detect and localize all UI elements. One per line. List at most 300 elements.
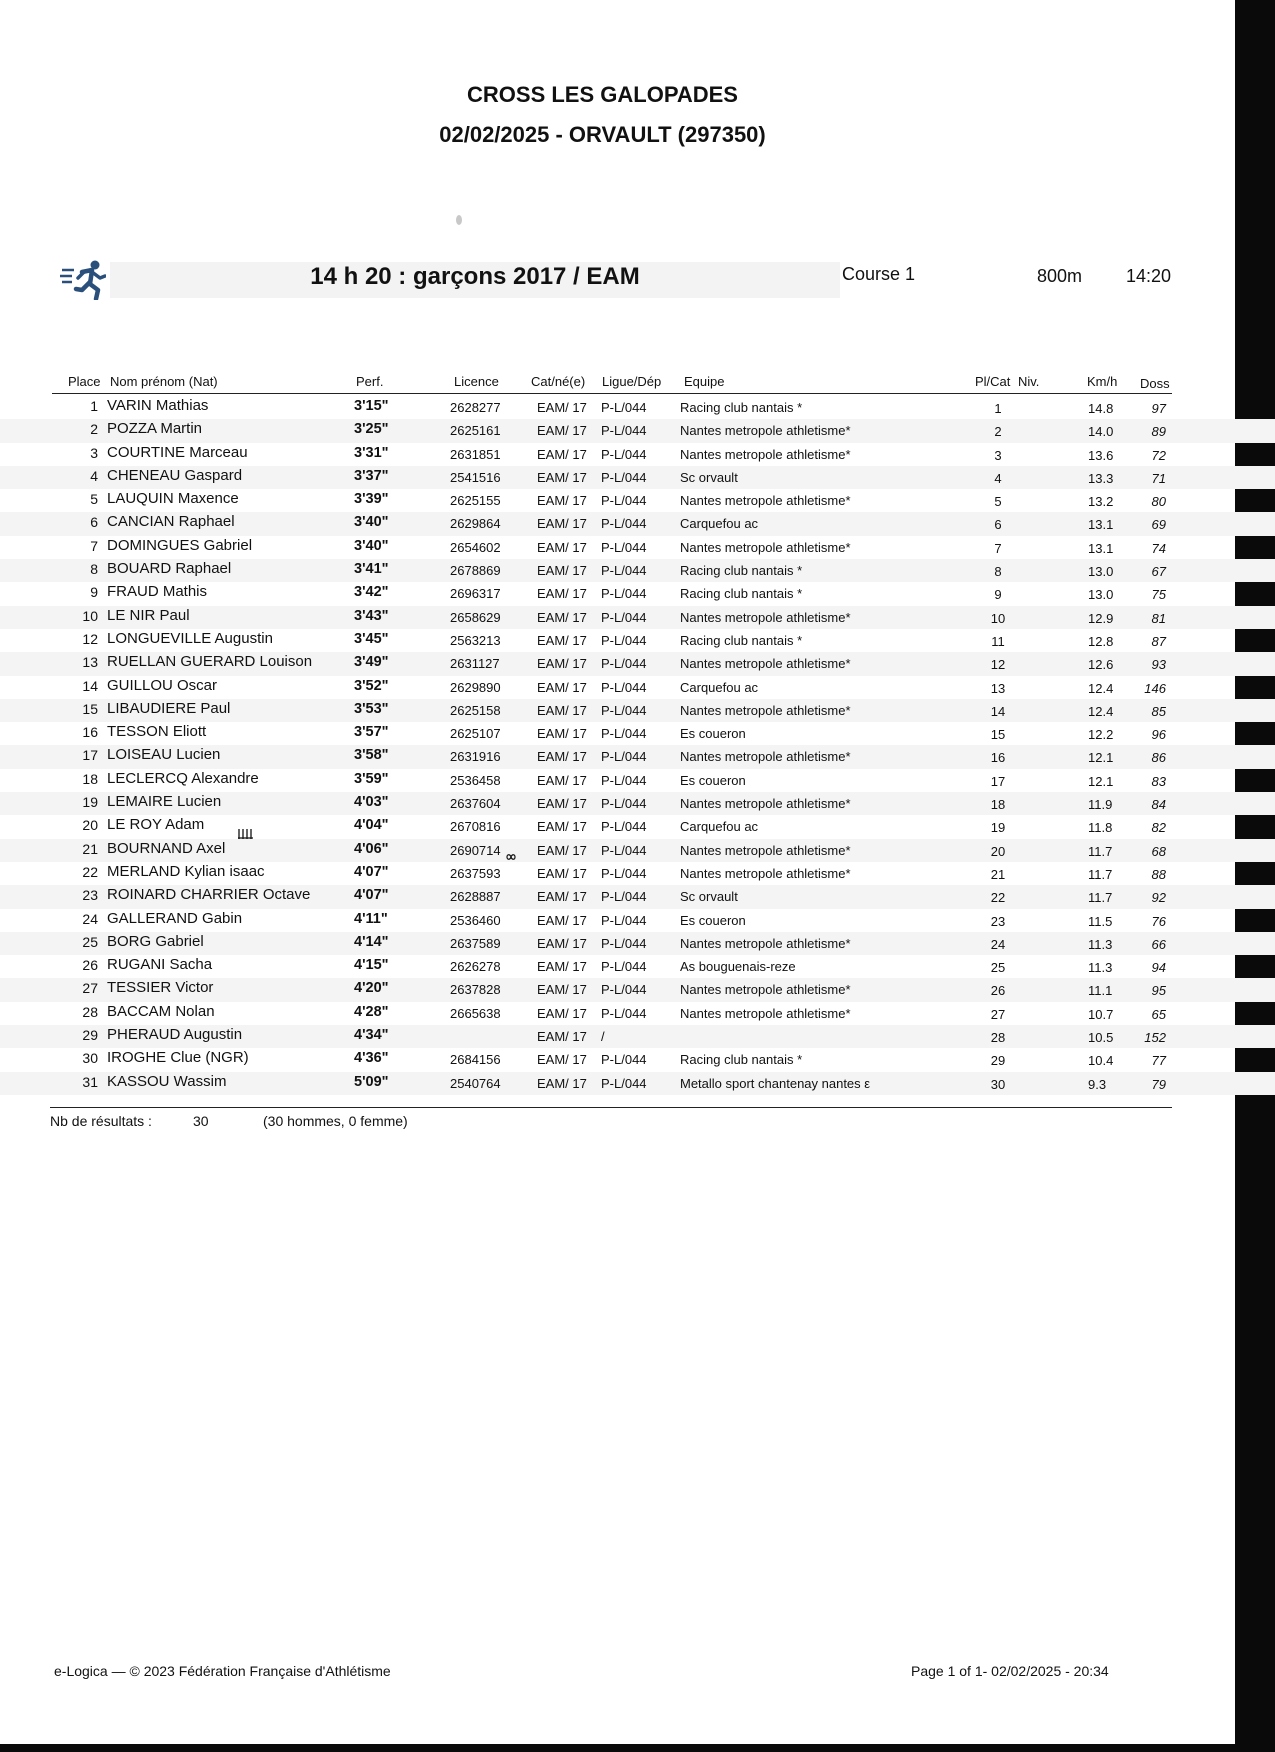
result-name: TESSON Eliott [107,723,207,741]
result-kmh: 13.0 [1088,564,1114,580]
result-name: LAUQUIN Maxence [107,490,239,508]
result-category: EAM/ 17 [537,1052,587,1068]
result-ligue: P-L/044 [601,446,647,462]
result-team: Nantes metropole athletisme* [680,493,851,509]
result-doss: 75 [1151,587,1166,603]
result-doss: 83 [1151,773,1166,789]
result-doss: 92 [1151,890,1166,906]
result-plcat: 12 [990,657,1006,673]
result-perf: 3'43" [354,607,389,624]
result-name: POZZA Martin [107,420,203,438]
result-plcat: 16 [990,750,1006,766]
result-team: Nantes metropole athletisme* [680,609,851,625]
result-plcat: 18 [990,797,1006,813]
result-name: RUELLAN GUERARD Louison [107,653,313,671]
result-licence: 2690714 [450,842,501,858]
result-perf: 4'20" [354,980,389,997]
result-team: Racing club nantais * [680,400,803,415]
result-category: EAM/ 17 [537,772,587,788]
result-kmh: 10.7 [1088,1006,1114,1022]
result-place: 9 [90,584,98,601]
result-plcat: 23 [990,913,1006,929]
table-row [0,489,1275,512]
result-place: 18 [82,770,98,787]
result-category: EAM/ 17 [537,1075,587,1091]
result-kmh: 10.5 [1088,1030,1114,1046]
result-perf: 3'42" [354,584,389,601]
result-place: 27 [82,980,98,997]
result-place: 30 [82,1050,98,1067]
result-category: EAM/ 17 [537,702,587,718]
result-team: Nantes metropole athletisme* [680,656,851,672]
result-doss: 66 [1151,936,1166,952]
result-plcat: 29 [990,1053,1006,1069]
result-kmh: 11.7 [1088,866,1113,882]
result-team: Nantes metropole athletisme* [680,796,851,812]
table-row [0,536,1275,559]
col-team: Equipe [684,374,725,389]
document-subtitle: 02/02/2025 - ORVAULT (297350) [439,122,766,147]
result-plcat: 24 [990,936,1006,952]
result-name: CHENEAU Gaspard [107,466,243,484]
table-row [0,512,1275,535]
scan-border-bottom [0,1744,1275,1752]
table-row [0,1002,1275,1025]
result-category: EAM/ 17 [537,819,587,835]
table-row [0,396,1275,419]
result-licence: 2628887 [450,889,501,905]
result-ligue: P-L/044 [601,469,647,485]
result-perf: 3'15" [354,398,389,414]
result-name: BORG Gabriel [107,932,204,950]
result-licence: 2540764 [450,1075,501,1091]
result-name: LONGUEVILLE Augustin [107,629,273,647]
result-name: LE ROY Adam [107,816,205,834]
result-perf: 3'41" [354,561,389,578]
result-ligue: P-L/044 [601,563,647,579]
result-place: 5 [90,491,98,508]
result-doss: 86 [1151,750,1166,766]
result-place: 15 [82,700,98,717]
results-table-body [0,396,1275,1095]
result-ligue: P-L/044 [601,796,647,812]
result-category: EAM/ 17 [537,400,587,415]
result-ligue: P-L/044 [601,842,647,858]
result-ligue: P-L/044 [601,679,647,695]
result-ligue: P-L/044 [601,865,647,881]
result-place: 17 [82,747,98,764]
result-name: FRAUD Mathis [107,583,208,601]
result-place: 7 [90,537,98,554]
result-place: 26 [82,957,98,974]
result-perf: 4'06" [354,840,389,857]
result-team: Nantes metropole athletisme* [680,749,851,765]
col-perf: Perf. [356,374,384,389]
result-name: ROINARD CHARRIER Octave [107,886,311,904]
result-perf: 4'15" [354,957,389,974]
col-name: Nom prénom (Nat) [110,374,218,389]
table-row [0,1048,1275,1071]
result-place: 13 [82,654,98,671]
table-row [0,909,1275,932]
result-team: Nantes metropole athletisme* [680,935,851,951]
table-row [0,978,1275,1001]
result-perf: 4'04" [354,817,389,834]
result-licence: 2625107 [450,726,501,742]
result-perf: 3'37" [354,467,389,484]
col-doss: Doss [1140,376,1170,391]
race-distance: 800m [1037,266,1083,286]
result-team: Carquefou ac [680,819,759,835]
result-licence: 2637604 [450,796,501,812]
result-perf: 3'40" [354,514,389,531]
result-perf: 4'07" [354,887,389,904]
table-row [0,652,1275,675]
result-ligue: P-L/044 [601,726,647,742]
col-ligue: Ligue/Dép [602,374,662,389]
result-ligue: P-L/044 [601,586,647,602]
result-team: Nantes metropole athletisme* [680,1005,851,1021]
result-licence: 2665638 [450,1005,501,1021]
result-doss: 146 [1144,680,1166,696]
result-plcat: 11 [991,633,1005,649]
result-doss: 79 [1151,1076,1166,1092]
result-category: EAM/ 17 [537,563,587,579]
result-licence: 2631851 [450,446,501,462]
result-perf: 3'45" [354,630,389,647]
result-plcat: 22 [990,890,1006,906]
result-doss: 72 [1151,447,1166,463]
result-name: COURTINE Marceau [107,443,248,461]
footer-copyright: e-Logica — © 2023 Fédération Française d'Athlétisme [54,1663,391,1679]
result-name: PHERAUD Augustin [107,1026,243,1044]
result-licence: 2629890 [450,679,501,695]
table-row [0,629,1275,652]
result-name: LEMAIRE Lucien [107,793,222,811]
scan-speck [456,215,462,225]
result-place: 25 [82,933,98,950]
race-time: 14:20 [1126,266,1172,286]
result-perf: 3'49" [354,654,389,671]
result-team: Racing club nantais * [680,563,803,579]
result-name: BOUARD Raphael [107,560,232,578]
result-category: EAM/ 17 [537,423,587,439]
result-plcat: 8 [994,564,1002,580]
result-plcat: 27 [990,1006,1006,1022]
results-breakdown: (30 hommes, 0 femme) [263,1113,408,1129]
table-row [0,559,1275,582]
result-kmh: 14.8 [1088,401,1114,416]
results-count: 30 [193,1113,209,1129]
footer-page-info: Page 1 of 1- 02/02/2025 - 20:34 [911,1663,1109,1679]
result-name: LECLERCQ Alexandre [107,769,259,787]
result-kmh: 13.1 [1088,517,1114,533]
result-doss: 96 [1151,727,1166,743]
result-category: EAM/ 17 [537,539,587,555]
result-ligue: P-L/044 [601,493,647,509]
result-kmh: 11.7 [1088,890,1113,906]
result-perf: 4'34" [354,1027,389,1044]
table-row [0,815,1275,838]
result-kmh: 11.7 [1088,843,1113,859]
result-kmh: 11.9 [1088,797,1113,813]
result-name: KASSOU Wassim [107,1072,227,1090]
result-doss: 84 [1151,797,1166,813]
result-name: MERLAND Kylian isaac [107,862,265,880]
result-place: 16 [82,724,98,741]
result-doss: 88 [1151,866,1166,882]
result-doss: 81 [1151,610,1166,626]
result-perf: 3'40" [354,537,389,554]
result-place: 20 [82,817,98,834]
col-place: Place [68,374,101,389]
result-kmh: 13.6 [1088,447,1114,463]
result-licence: 2625158 [450,702,501,718]
result-name: RUGANI Sacha [107,956,213,974]
result-place: 3 [90,444,98,461]
result-category: EAM/ 17 [537,865,587,881]
result-team: Racing club nantais * [680,586,803,602]
result-doss: 77 [1151,1053,1166,1069]
result-name: TESSIER Victor [107,979,214,997]
result-perf: 3'59" [354,770,389,787]
result-licence: 2629864 [450,516,501,532]
result-kmh: 12.1 [1088,773,1114,789]
result-ligue: P-L/044 [601,935,647,951]
result-doss: 74 [1151,540,1166,556]
result-perf: 3'31" [354,444,389,461]
result-licence: 2696317 [450,586,501,602]
result-team: Nantes metropole athletisme* [680,702,851,718]
result-licence: 2541516 [450,469,501,485]
result-category: EAM/ 17 [537,726,587,742]
result-plcat: 3 [994,447,1002,463]
result-kmh: 14.0 [1088,424,1114,440]
result-place: 8 [90,561,98,578]
result-licence: 2628277 [450,400,501,415]
results-count-label: Nb de résultats : [50,1113,152,1129]
runner-icon [60,260,106,300]
result-plcat: 7 [994,540,1002,556]
col-plcat: Pl/Cat [975,374,1011,389]
result-licence: 2654602 [450,539,501,555]
result-category: EAM/ 17 [537,935,587,951]
result-doss: 87 [1151,633,1166,649]
result-plcat: 6 [994,517,1002,533]
result-plcat: 20 [990,843,1006,859]
result-team: Nantes metropole athletisme* [680,865,851,881]
result-doss: 65 [1151,1006,1166,1022]
result-ligue: / [601,1029,605,1045]
result-category: EAM/ 17 [537,469,587,485]
result-place: 2 [90,421,98,438]
result-name: BOURNAND Axel [107,839,226,857]
table-bottom-divider [50,1107,1172,1108]
result-perf: 5'09" [354,1073,389,1090]
result-licence: 2536458 [450,772,501,788]
result-kmh: 12.8 [1088,633,1114,649]
result-ligue: P-L/044 [601,912,647,928]
result-ligue: P-L/044 [601,423,647,439]
result-plcat: 13 [990,680,1006,696]
result-ligue: P-L/044 [601,1075,647,1091]
result-doss: 80 [1151,494,1166,510]
result-team: Carquefou ac [680,516,759,532]
table-row [0,722,1275,745]
result-doss: 71 [1151,470,1166,486]
result-licence: 2637589 [450,935,501,951]
result-licence: 2536460 [450,912,501,928]
result-ligue: P-L/044 [601,516,647,532]
result-perf: 4'14" [354,933,389,950]
result-team: Sc orvault [680,469,738,485]
result-category: EAM/ 17 [537,796,587,812]
result-perf: 4'36" [354,1050,389,1067]
result-name: BACCAM Nolan [107,1002,215,1020]
result-licence: 2626278 [450,959,501,975]
result-place: 1 [90,398,98,414]
result-doss: 152 [1144,1030,1166,1046]
result-ligue: P-L/044 [601,889,647,905]
result-licence: 2625161 [450,423,501,439]
table-row [0,932,1275,955]
result-category: EAM/ 17 [537,959,587,975]
table-row [0,885,1275,908]
result-name: GUILLOU Oscar [107,676,218,694]
result-ligue: P-L/044 [601,982,647,998]
result-licence: 2670816 [450,819,501,835]
table-row [0,862,1275,885]
result-ligue: P-L/044 [601,1052,647,1068]
result-team: As bouguenais-reze [680,959,796,975]
result-category: EAM/ 17 [537,609,587,625]
result-plcat: 2 [994,424,1002,440]
result-team: Nantes metropole athletisme* [680,423,851,439]
result-doss: 69 [1151,517,1166,533]
result-doss: 85 [1151,703,1166,719]
result-name: LOISEAU Lucien [107,746,221,764]
race-course: Course 1 [842,264,916,284]
handwritten-mark [238,828,254,840]
result-plcat: 4 [994,470,1002,486]
result-team: Nantes metropole athletisme* [680,446,851,462]
result-name: LE NIR Paul [107,606,190,624]
result-place: 4 [90,467,98,484]
result-name: LIBAUDIERE Paul [107,699,231,717]
col-kmh: Km/h [1087,374,1118,389]
result-doss: 76 [1151,913,1166,929]
result-place: 21 [82,840,98,857]
result-licence: 2684156 [450,1052,501,1068]
result-doss: 68 [1151,843,1166,859]
result-category: EAM/ 17 [537,982,587,998]
result-plcat: 26 [990,983,1006,999]
result-kmh: 12.6 [1088,657,1114,673]
result-ligue: P-L/044 [601,1005,647,1021]
result-kmh: 10.4 [1088,1053,1114,1069]
result-ligue: P-L/044 [601,609,647,625]
result-doss: 97 [1151,401,1166,416]
result-category: EAM/ 17 [537,632,587,648]
result-team: Es coueron [680,726,746,742]
result-place: 29 [82,1027,98,1044]
result-team: Metallo sport chantenay nantes ε [680,1075,871,1091]
result-name: CANCIAN Raphael [107,513,235,531]
result-kmh: 13.2 [1088,494,1114,510]
result-doss: 82 [1151,820,1166,836]
result-perf: 3'57" [354,724,389,741]
result-perf: 3'39" [354,491,389,508]
result-kmh: 12.9 [1088,610,1114,626]
result-place: 31 [82,1073,98,1090]
result-ligue: P-L/044 [601,632,647,648]
result-perf: 3'58" [354,747,389,764]
result-doss: 93 [1151,657,1166,673]
result-team: Es coueron [680,912,746,928]
result-perf: 4'28" [354,1003,389,1020]
result-licence: 2678869 [450,563,501,579]
result-kmh: 11.3 [1088,960,1113,976]
result-perf: 3'52" [354,677,389,694]
result-plcat: 25 [990,960,1006,976]
header-divider [52,393,1172,394]
result-category: EAM/ 17 [537,889,587,905]
result-plcat: 21 [990,866,1006,882]
handwritten-mark-2 [505,853,517,861]
result-plcat: 9 [994,587,1002,603]
result-ligue: P-L/044 [601,772,647,788]
result-team: Es coueron [680,772,746,788]
result-licence: 2563213 [450,632,501,648]
result-team: Nantes metropole athletisme* [680,842,851,858]
result-plcat: 19 [990,820,1006,836]
result-category: EAM/ 17 [537,749,587,765]
result-plcat: 10 [990,610,1006,626]
result-place: 28 [82,1003,98,1020]
result-place: 24 [82,910,98,927]
table-row [0,955,1275,978]
result-category: EAM/ 17 [537,679,587,695]
result-licence: 2658629 [450,609,501,625]
result-team: Carquefou ac [680,679,759,695]
result-ligue: P-L/044 [601,656,647,672]
result-category: EAM/ 17 [537,842,587,858]
result-perf: 3'53" [354,700,389,717]
results-table-header [0,374,1275,394]
result-category: EAM/ 17 [537,446,587,462]
result-plcat: 14 [990,703,1006,719]
table-row [0,443,1275,466]
result-ligue: P-L/044 [601,702,647,718]
result-perf: 4'03" [354,794,389,811]
table-row [0,1025,1275,1048]
result-place: 12 [82,630,98,647]
col-cat: Cat/né(e) [531,374,586,389]
result-team: Racing club nantais * [680,1052,803,1068]
result-place: 22 [82,863,98,880]
result-plcat: 5 [994,494,1002,510]
result-category: EAM/ 17 [537,1005,587,1021]
result-kmh: 12.1 [1088,750,1114,766]
result-perf: 4'07" [354,863,389,880]
result-licence: 2631127 [450,656,500,672]
result-doss: 94 [1151,960,1166,976]
result-kmh: 11.5 [1088,913,1113,929]
result-team: Nantes metropole athletisme* [680,982,851,998]
result-ligue: P-L/044 [601,400,647,415]
result-ligue: P-L/044 [601,749,647,765]
result-name: IROGHE Clue (NGR) [107,1049,249,1067]
